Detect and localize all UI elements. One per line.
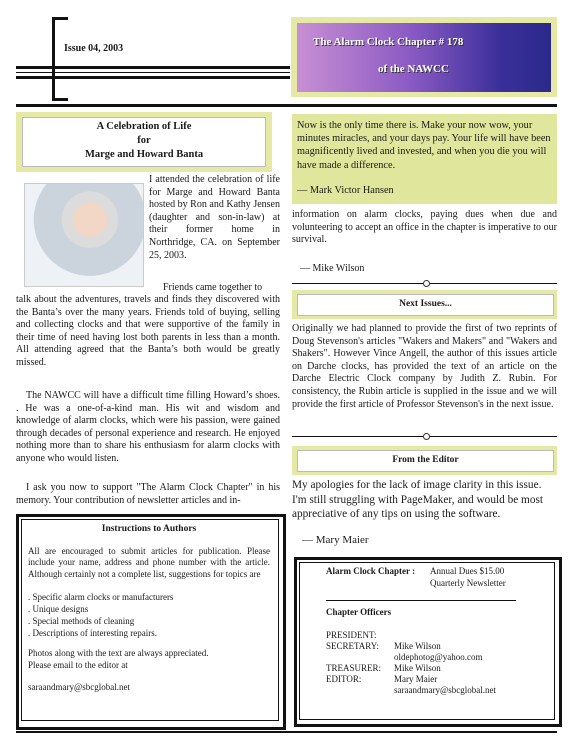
annual-dues: Annual Dues $15.00: [430, 566, 505, 576]
header-bracket-top: [52, 17, 68, 20]
topic-4: . Descriptions of interesting repairs.: [28, 628, 157, 638]
next-issues-text: Originally we had planned to provide the first of two reprints of Doug Stevenson's articles "Wakers and Makers" and "Wakers and Shakers". However Vince Angell, the author of this issues article on Darche clocks, has provided the text of an article on the Darche Electric Clock company by Judith Z. Rubin. For consistency, the Rubin article is supplied in the issue and we will provide the first article of Professor Stevenson's in the next issue.: [292, 323, 557, 410]
divider-1-ornament: [423, 280, 430, 287]
celebration-para2: talk about the adventures, travels and finds they discovered with the Banta’s over the many years. Friends told of buying, selling and collecting clocks and that were supportive of the family in their time of need having lost both parents in less than a month. All attending agreed that the Banta’s both would be greatly missed.: [16, 294, 280, 368]
banner-subtitle: of the NAWCC: [378, 63, 449, 75]
next-issues-box: [297, 294, 554, 316]
instructions-intro: All are encouraged to submit articles for publication. Please include your name, address and phone number with the article. Although certainly not a complete list, suggestions for topics are: [28, 546, 270, 579]
chapter-label: Alarm Clock Chapter :: [326, 566, 416, 576]
top-rule: [16, 104, 557, 107]
topic-3: . Special methods of cleaning: [28, 616, 135, 626]
quote-text: Now is the only time there is. Make your now wow, your minutes miracles, and your days pay. Your life will have been magnificently lived and invested, and when you die you will have made a difference.: [297, 120, 551, 171]
banner-title: The Alarm Clock Chapter # 178: [313, 36, 464, 48]
officer-email: oldephotog@yahoo.com: [394, 652, 483, 662]
editor-signature: — Mary Maier: [302, 534, 369, 546]
continued-text: information on alarm clocks, paying dues when due and volunteering to accept an office in the chapter is imperative to our survival.: [292, 209, 557, 246]
celebration-para2-start: Friends came together to: [163, 282, 263, 293]
divider-2-ornament: [423, 433, 430, 440]
quarterly-newsletter: Quarterly Newsletter: [430, 578, 506, 588]
header-bracket-bottom: [52, 98, 68, 101]
topic-1: . Specific alarm clocks or manufacturers: [28, 592, 174, 602]
howard-banta-photo: [24, 183, 144, 287]
officer-name: Mike Wilson: [394, 641, 441, 651]
editor-text: My apologies for the lack of image clarity in this issue. I'm still struggling with PageMaker, and would be most appreciative of any tips on using the software.: [292, 479, 544, 521]
header-rule-3: [16, 76, 290, 79]
header-rule-2: [16, 72, 290, 73]
officer-role: SECRETARY:: [326, 641, 379, 651]
info-divider: [326, 600, 516, 601]
celebration-title: A Celebration of Life: [96, 121, 192, 132]
celebration-title-box: [22, 117, 266, 167]
celebration-title-names: Marge and Howard Banta: [84, 149, 204, 160]
officer-role: TREASURER:: [326, 663, 382, 673]
next-issues-title: Next Issues...: [399, 299, 452, 309]
continued-signature: — Mike Wilson: [300, 263, 365, 274]
topic-2: . Unique designs: [28, 604, 89, 614]
celebration-para1: I attended the celebration of life for Marge and Howard Banta hosted by Ron and Kathy Jensen (daughter and son-in-law) at their former home in Northridge, CA. on September 25, 2003.: [149, 174, 280, 261]
instructions-email: saraandmary@sbcglobal.net: [28, 682, 131, 692]
officer-name: Mary Maier: [394, 674, 438, 684]
celebration-title-for: for: [137, 135, 151, 146]
celebration-para4: I ask you now to support "The Alarm Clock Chapter" in his memory. Your contribution of newsletter articles and in-: [16, 482, 280, 506]
instructions-photos: Photos along with the text are always appreciated.: [28, 648, 209, 658]
officer-role: PRESIDENT:: [326, 630, 377, 640]
officers-title: Chapter Officers: [326, 607, 392, 617]
celebration-para3: The NAWCC will have a difficult time filling Howard’s shoes. . He was a one-of-a-kind man. His wit and wisdom and knowledge of alarm clocks, which were his passion, were gained through decades of personal experience and research. He enjoyed nothing more than to share his enthusiasm for alarm clocks with anyone who would listen.: [16, 390, 280, 464]
officer-email: saraandmary@sbcglobal.net: [394, 685, 497, 695]
instructions-email-line: Please email to the editor at: [28, 660, 128, 670]
instructions-title: Instructions to Authors: [101, 524, 197, 534]
officer-role: EDITOR:: [326, 674, 362, 684]
officer-name: Mike Wilson: [394, 663, 441, 673]
editor-title: From the Editor: [392, 455, 459, 465]
bottom-rule: [16, 731, 557, 733]
issue-date: Issue 04, 2003: [64, 43, 124, 54]
banner: [297, 23, 551, 92]
editor-box: [297, 450, 554, 472]
quote-author: — Mark Victor Hansen: [297, 185, 394, 196]
header-bracket-vertical: [52, 17, 55, 101]
header-rule-1: [16, 66, 290, 69]
